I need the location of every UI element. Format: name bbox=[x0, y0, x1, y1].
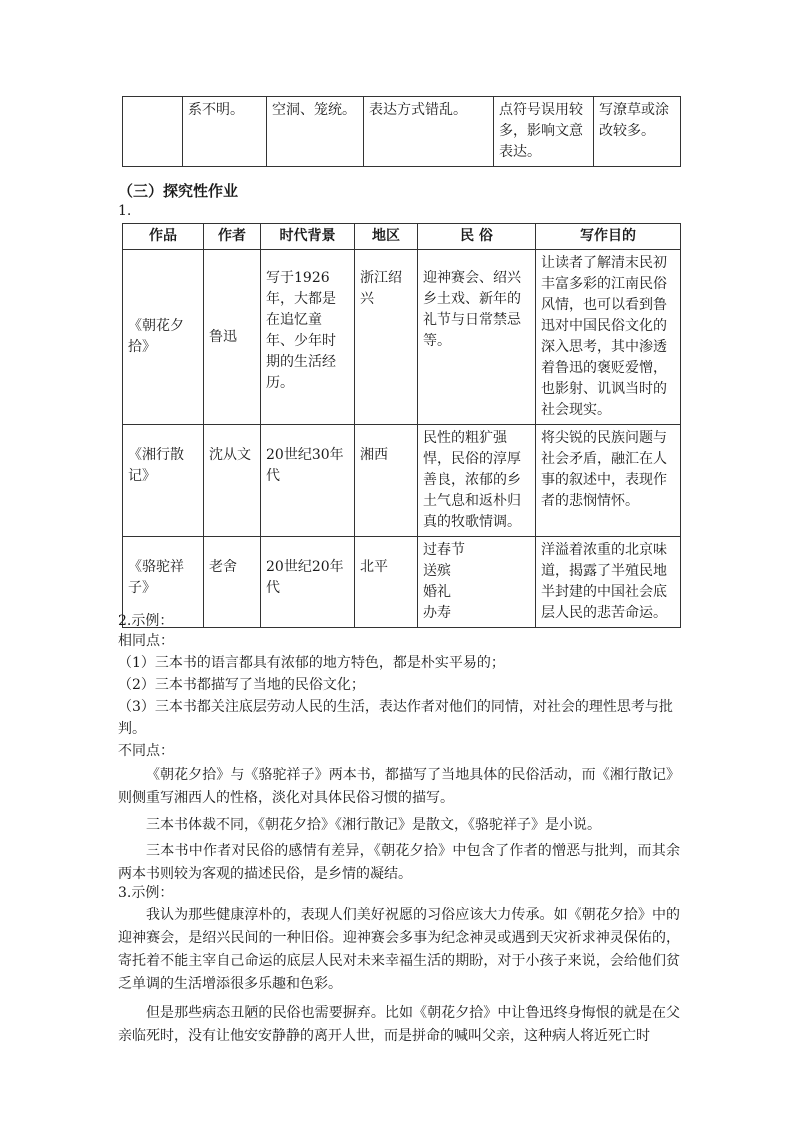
column-header: 作品 bbox=[123, 224, 204, 250]
work-title-cell: 《朝花夕拾》 bbox=[123, 250, 204, 425]
table-cell: 点符号误用较多，影响文意表达。 bbox=[494, 97, 594, 167]
evaluation-table-fragment bbox=[122, 96, 681, 167]
author-cell: 沈从文 bbox=[204, 425, 261, 537]
table-row bbox=[123, 425, 681, 537]
author-cell: 鲁迅 bbox=[204, 250, 261, 425]
column-header: 作者 bbox=[204, 224, 261, 250]
item-number: 3.示例： bbox=[118, 885, 174, 901]
work-title-cell: 《湘行散记》 bbox=[123, 425, 204, 537]
diff-paragraph: 三本书中作者对民俗的感情有差异，《朝花夕拾》中包含了作者的憎恶与批判，而其余两本书则较为客观的描述民俗，是乡情的凝结。 bbox=[118, 843, 680, 882]
customs-cell: 民性的粗犷强悍，民俗的淳厚善良，浓郁的乡土气息和返朴归真的牧歌情调。 bbox=[418, 425, 536, 537]
table-row bbox=[123, 97, 681, 167]
answer-paragraph: 但是那些病态丑陋的民俗也需要摒弃。比如《朝花夕拾》中让鲁迅终身悔恨的就是在父亲临死时，没有让他安安静静的离开人世，而是拼命的喊叫父亲，这种病人将近死亡时 bbox=[118, 1005, 680, 1044]
region-cell: 湘西 bbox=[355, 425, 418, 537]
table-row bbox=[123, 537, 681, 628]
era-cell: 20世纪20年代 bbox=[261, 537, 355, 628]
customs-cell: 迎神赛会、绍兴乡土戏、新年的礼节与日常禁忌等。 bbox=[418, 250, 536, 425]
table-cell: 空洞、笼统。 bbox=[267, 97, 364, 167]
same-point: （2）三本书都描写了当地的民俗文化； bbox=[118, 677, 365, 693]
table-cell: 系不明。 bbox=[183, 97, 267, 167]
works-comparison-table bbox=[122, 223, 681, 628]
table-cell: 表达方式错乱。 bbox=[364, 97, 494, 167]
column-header: 地区 bbox=[355, 224, 418, 250]
table-cell: 写潦草或涂改较多。 bbox=[594, 97, 681, 167]
region-cell: 北平 bbox=[355, 537, 418, 628]
item-number: 2.示例： bbox=[118, 613, 174, 629]
table-row bbox=[123, 250, 681, 425]
region-cell: 浙江绍兴 bbox=[355, 250, 418, 425]
same-points-label: 相同点： bbox=[118, 633, 174, 649]
customs-cell: 过春节 送殡 婚礼 办寿 bbox=[418, 537, 536, 628]
item-number: 1. bbox=[118, 203, 132, 219]
diff-points-label: 不同点： bbox=[118, 743, 174, 759]
purpose-cell: 让读者了解清末民初丰富多彩的江南民俗风情，也可以看到鲁迅对中国民俗文化的深入思考，其中渗透着鲁迅的褒贬爱憎，也影射、讥讽当时的社会现实。 bbox=[536, 250, 681, 425]
diff-paragraph: 三本书体裁不同，《朝花夕拾》《湘行散记》是散文，《骆驼祥子》是小说。 bbox=[146, 817, 601, 833]
work-title-cell: 《骆驼祥子》 bbox=[123, 537, 204, 628]
table-header-row bbox=[123, 224, 681, 250]
same-point: （3）三本书都关注底层劳动人民的生活，表达作者对他们的同情，对社会的理性思考与批判。 bbox=[118, 699, 673, 737]
column-header: 民 俗 bbox=[418, 224, 536, 250]
section-heading: （三）探究性作业 bbox=[118, 182, 239, 200]
diff-paragraph: 《朝花夕拾》与《骆驼祥子》两本书，都描写了当地具体的民俗活动，而《湘行散记》则侧重写湘西人的性格，淡化对具体民俗习惯的描写。 bbox=[118, 767, 680, 806]
era-cell: 20世纪30年代 bbox=[261, 425, 355, 537]
answer-paragraph: 我认为那些健康淳朴的，表现人们美好祝愿的习俗应该大力传承。如《朝花夕拾》中的迎神赛会，是绍兴民间的一种旧俗。迎神赛会多事为纪念神灵或遇到天灾祈求神灵保佑的，寄托着不能主宰自己命运的底层人民对未来幸福生活的期盼，对于小孩子来说，会给他们贫乏单调的生活增添很多乐趣和色彩。 bbox=[118, 907, 680, 992]
author-cell: 老舍 bbox=[204, 537, 261, 628]
table-cell bbox=[123, 97, 183, 167]
purpose-cell: 将尖锐的民族问题与社会矛盾，融汇在人事的叙述中，表现作者的悲悯情怀。 bbox=[536, 425, 681, 537]
purpose-cell: 洋溢着浓重的北京味道，揭露了半殖民地半封建的中国社会底层人民的悲苦命运。 bbox=[536, 537, 681, 628]
same-point: （1）三本书的语言都具有浓郁的地方特色，都是朴实平易的； bbox=[118, 655, 505, 671]
column-header: 写作目的 bbox=[536, 224, 681, 250]
era-cell: 写于1926年，大都是在追忆童年、少年时期的生活经历。 bbox=[261, 250, 355, 425]
column-header: 时代背景 bbox=[261, 224, 355, 250]
